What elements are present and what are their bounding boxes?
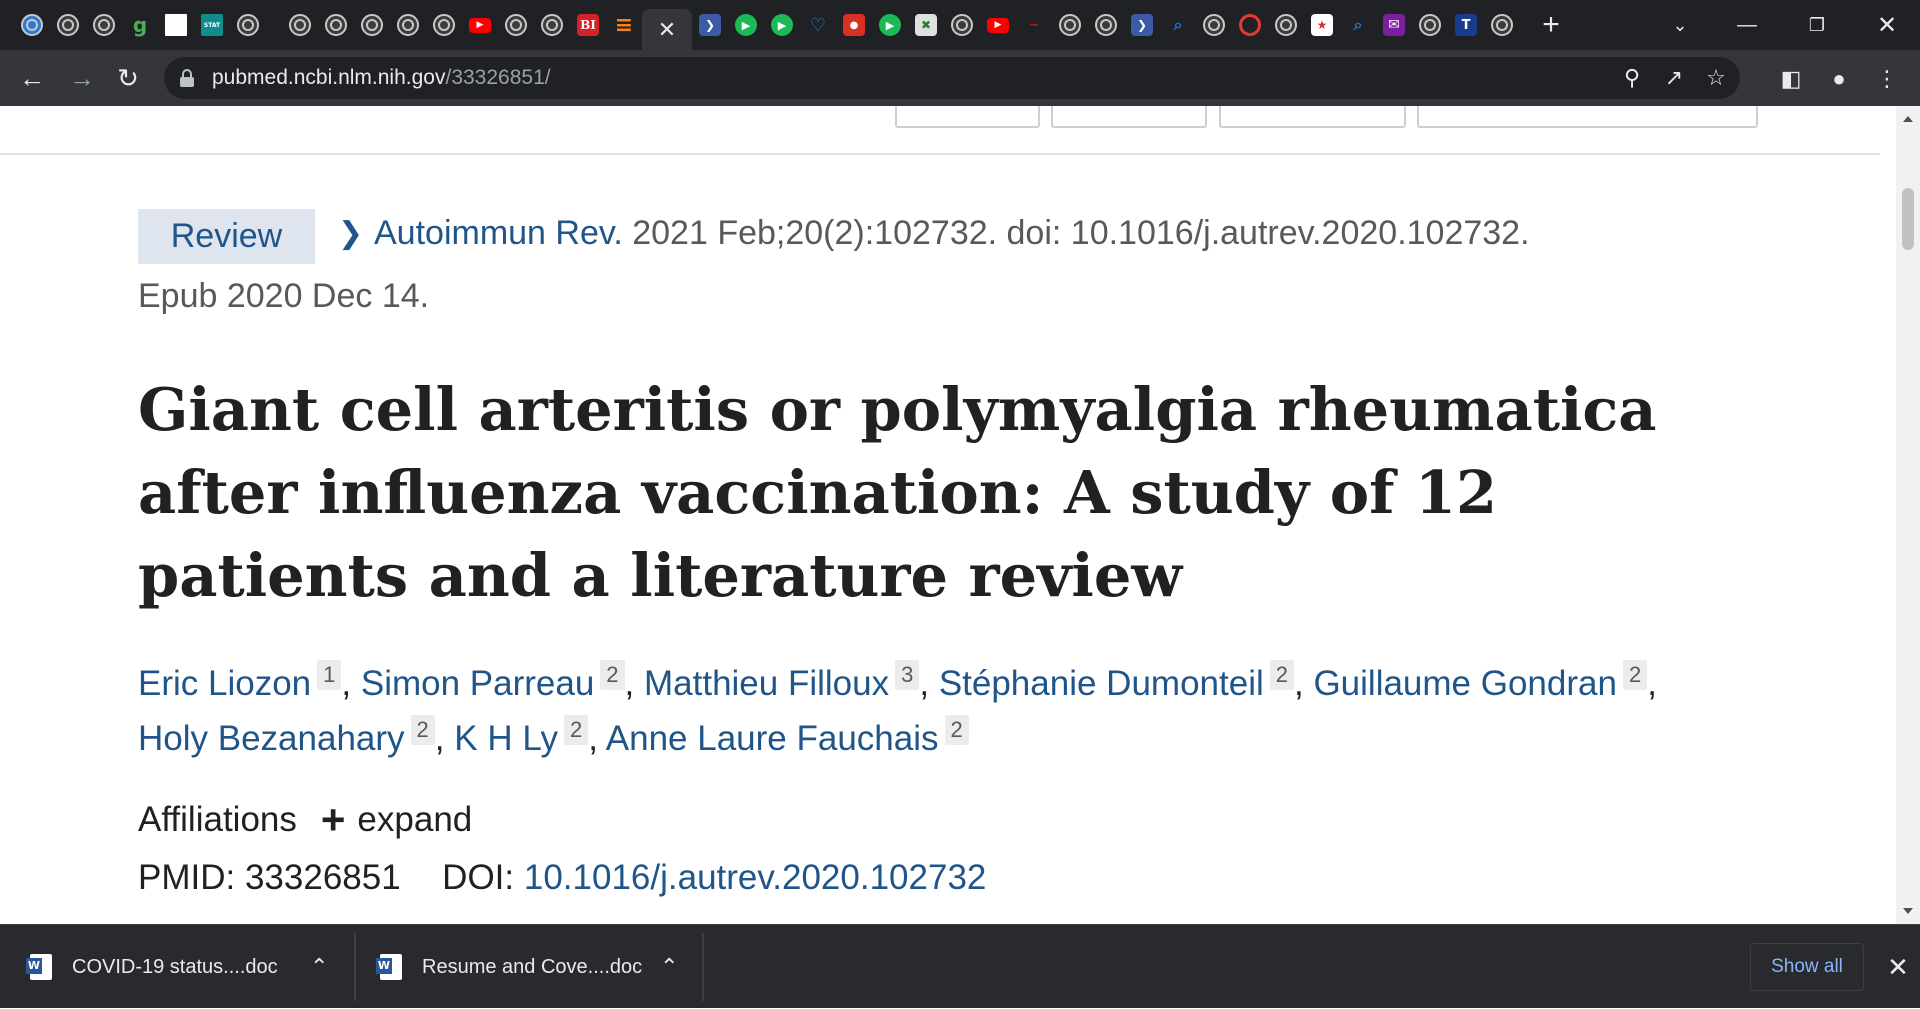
play-circle-icon: ▶ <box>879 14 901 36</box>
browser-tab[interactable] <box>908 9 944 41</box>
browser-tab[interactable] <box>570 9 606 41</box>
pmid-value: 33326851 <box>244 858 401 897</box>
browser-tab[interactable] <box>1196 9 1232 41</box>
url-domain: pubmed.ncbi.nlm.nih.gov <box>212 66 446 89</box>
browser-tab[interactable] <box>1412 9 1448 41</box>
plus-icon: + <box>320 796 346 843</box>
bookmark-star-icon[interactable]: ☆ <box>1706 65 1726 90</box>
arrow-tag-icon: ❯ <box>699 14 721 36</box>
affiliation-number[interactable]: 2 <box>945 715 969 745</box>
browser-toolbar <box>0 50 1920 106</box>
globe-icon <box>1275 14 1297 36</box>
globe-icon <box>1491 14 1513 36</box>
browser-tab[interactable] <box>1052 9 1088 41</box>
citation-details: 2021 Feb;20(2):102732. doi: 10.1016/j.autrev.2020.102732. <box>622 214 1530 252</box>
browser-tab[interactable] <box>980 9 1016 41</box>
action-button[interactable] <box>1219 106 1406 128</box>
browser-tab[interactable] <box>606 9 642 41</box>
browser-tab[interactable] <box>1448 9 1484 41</box>
globe-icon <box>325 14 347 36</box>
author-link[interactable]: Matthieu Filloux <box>644 664 890 703</box>
browser-tab[interactable] <box>800 9 836 41</box>
side-panel-icon[interactable]: ◧ <box>1780 66 1802 91</box>
browser-tab[interactable] <box>1232 9 1268 41</box>
new-tab-button[interactable]: + <box>1542 8 1560 41</box>
browser-tab[interactable] <box>764 9 800 41</box>
stat-logo-icon: STAT <box>201 14 223 36</box>
arrow-tag-icon: ❯ <box>1131 14 1153 36</box>
close-download-shelf-icon[interactable]: ✕ <box>1887 951 1909 982</box>
browser-tab[interactable] <box>944 9 980 41</box>
globe-icon <box>397 14 419 36</box>
heart-outline-icon: ♡ <box>809 14 827 36</box>
browser-tab[interactable] <box>534 9 570 41</box>
close-tab-icon[interactable]: ✕ <box>657 16 677 42</box>
scroll-up-arrow-icon[interactable] <box>1903 116 1913 122</box>
download-item[interactable] <box>380 925 690 1009</box>
page-scrollbar[interactable] <box>1896 106 1920 924</box>
action-button[interactable] <box>895 106 1040 128</box>
c-logo-icon <box>1239 14 1261 36</box>
browser-tab[interactable] <box>692 9 728 41</box>
globe-icon <box>289 14 311 36</box>
browser-tab[interactable] <box>426 9 462 41</box>
display-options-select[interactable] <box>1417 106 1758 128</box>
page-viewport <box>0 106 1920 924</box>
url-path: /33326851/ <box>445 66 551 89</box>
doi-label: DOI: <box>442 858 515 897</box>
affiliation-number[interactable]: 2 <box>1623 660 1647 690</box>
stack-icon: ≡ <box>614 12 634 38</box>
browser-tab[interactable] <box>230 9 266 41</box>
globe-icon <box>237 14 259 36</box>
share-icon[interactable]: ↗ <box>1664 65 1684 90</box>
download-item[interactable] <box>30 925 340 1009</box>
word-document-icon <box>30 954 52 980</box>
browser-tab[interactable] <box>642 9 692 50</box>
browser-tab[interactable] <box>1484 9 1520 41</box>
globe-icon <box>951 14 973 36</box>
scroll-down-arrow-icon[interactable] <box>1903 908 1913 914</box>
browser-tab[interactable] <box>86 9 122 41</box>
affiliations-label: Affiliations <box>138 800 297 839</box>
browser-tab[interactable] <box>728 9 764 41</box>
globe-icon <box>433 14 455 36</box>
browser-tab[interactable] <box>50 9 86 41</box>
close-window-button[interactable]: ✕ <box>1876 11 1898 39</box>
affiliation-number[interactable]: 2 <box>1270 660 1294 690</box>
podcast-icon: ● <box>843 14 865 36</box>
globe-icon <box>1059 14 1081 36</box>
url-text[interactable] <box>212 66 551 90</box>
youtube-icon: ▶ <box>987 18 1009 33</box>
affiliation-number[interactable]: 2 <box>564 715 588 745</box>
search-icon: ⌕ <box>1173 15 1183 34</box>
flag-star-icon: ★ <box>1311 14 1333 36</box>
author-link[interactable]: Anne Laure Fauchais <box>605 719 939 758</box>
blank-page-icon <box>165 14 187 36</box>
article-title: Giant cell arteritis or polymyalgia rheumatica after influenza vaccination: A study of 12 patients and a literature review <box>138 375 1657 610</box>
browser-tab[interactable] <box>158 9 194 41</box>
header-divider <box>0 153 1880 155</box>
envelope-icon: ✉ <box>1383 14 1405 36</box>
globe-icon <box>1419 14 1441 36</box>
browser-tab[interactable] <box>354 9 390 41</box>
puzzle-icon: ✖ <box>915 14 937 36</box>
browser-tab[interactable] <box>836 9 872 41</box>
tab-strip <box>0 0 1920 50</box>
address-bar[interactable] <box>164 57 1740 99</box>
bird-icon: ~ <box>1028 17 1040 33</box>
globe-icon <box>57 14 79 36</box>
show-all-downloads-button[interactable]: Show all <box>1750 943 1864 991</box>
doi-link[interactable]: 10.1016/j.autrev.2020.102732 <box>523 858 987 897</box>
author-link[interactable]: Guillaume Gondran <box>1313 664 1617 703</box>
download-filename: Resume and Cove....doc <box>422 955 643 978</box>
browser-tab[interactable] <box>1340 9 1376 41</box>
globe-icon <box>361 14 383 36</box>
browser-tab[interactable] <box>462 9 498 41</box>
author-link[interactable]: Eric Liozon <box>138 664 312 703</box>
scrollbar-thumb[interactable] <box>1902 188 1914 250</box>
browser-tab[interactable] <box>1124 9 1160 41</box>
browser-tab[interactable] <box>1268 9 1304 41</box>
globe-icon <box>1203 14 1225 36</box>
chevron-right-icon[interactable]: ❯ <box>338 217 364 250</box>
back-button[interactable]: ← <box>19 62 45 93</box>
globe-icon <box>505 14 527 36</box>
play-circle-icon: ▶ <box>771 14 793 36</box>
tab-search-chevron-icon[interactable]: ⌄ <box>1672 14 1688 35</box>
download-divider <box>354 933 356 1001</box>
epub-date: Epub 2020 Dec 14. <box>138 277 430 315</box>
profile-avatar-icon[interactable]: ● <box>1832 66 1846 91</box>
search-icon: ⌕ <box>1353 15 1363 34</box>
article-citation <box>374 214 1530 253</box>
affiliation-number[interactable]: 3 <box>895 660 919 690</box>
chevron-up-icon[interactable]: ⌃ <box>310 954 329 979</box>
action-button[interactable] <box>1051 106 1207 128</box>
publication-type-badge[interactable]: Review <box>138 209 315 264</box>
business-insider-icon: BI <box>577 14 599 36</box>
author-link[interactable]: Stéphanie Dumonteil <box>938 664 1264 703</box>
g-logo-icon: g <box>132 13 148 37</box>
browser-tab[interactable] <box>194 9 230 41</box>
author-link[interactable]: Simon Parreau <box>360 664 595 703</box>
browser-tab[interactable] <box>282 9 318 41</box>
author-link[interactable]: Holy Bezanahary <box>138 719 405 758</box>
word-document-icon <box>380 954 402 980</box>
zoom-icon[interactable]: ⚲ <box>1623 65 1641 90</box>
affiliation-number[interactable]: 2 <box>600 660 624 690</box>
globe-icon <box>541 14 563 36</box>
download-divider <box>702 933 704 1001</box>
affiliations-row <box>138 796 472 844</box>
play-circle-icon: ▶ <box>735 14 757 36</box>
browser-tab[interactable] <box>1160 9 1196 41</box>
download-filename: COVID-19 status....doc <box>72 955 278 978</box>
tab-group-spacer <box>266 9 282 41</box>
globe-icon <box>93 14 115 36</box>
browser-tab[interactable] <box>1376 9 1412 41</box>
restore-button[interactable]: ❐ <box>1808 14 1826 35</box>
youtube-icon: ▶ <box>469 18 491 33</box>
minimize-button[interactable]: — <box>1737 13 1757 36</box>
browser-tab[interactable] <box>498 9 534 41</box>
browser-tab[interactable] <box>1304 9 1340 41</box>
authors-list: Eric Liozon 1 , Simon Parreau 2 , Matthieu Filloux 3 , Stéphanie Dumonteil 2 , Guillaume Gondran 2 , Holy Bezanahary 2 , K H Ly 2 , Anne Laure Fauchais 2 <box>138 662 1657 758</box>
browser-tab[interactable] <box>318 9 354 41</box>
download-shelf <box>0 924 1920 1008</box>
t-logo-icon: T <box>1455 14 1477 36</box>
browser-tab[interactable] <box>390 9 426 41</box>
affiliation-number[interactable]: 2 <box>411 715 435 745</box>
forward-button[interactable]: → <box>69 62 95 93</box>
article-identifiers <box>138 858 986 898</box>
affiliation-number[interactable]: 1 <box>317 660 341 690</box>
affiliations-expand-button[interactable] <box>321 796 472 844</box>
browser-tab[interactable] <box>872 9 908 41</box>
author-link[interactable]: K H Ly <box>454 719 558 758</box>
browser-tab[interactable] <box>122 9 158 41</box>
browser-tab[interactable] <box>1088 9 1124 41</box>
reload-button[interactable]: ↻ <box>117 62 139 93</box>
globe-earth-icon <box>21 14 43 36</box>
journal-link[interactable]: Autoimmun Rev. <box>374 214 623 252</box>
chevron-up-icon[interactable]: ⌃ <box>660 954 679 979</box>
expand-label: expand <box>357 800 473 839</box>
browser-tab[interactable] <box>14 9 50 41</box>
pmid-label: PMID: <box>138 858 236 897</box>
globe-icon <box>1095 14 1117 36</box>
tab-list <box>14 9 1520 41</box>
lock-icon[interactable] <box>180 69 194 87</box>
browser-tab[interactable] <box>1016 9 1052 41</box>
browser-menu-icon[interactable]: ⋮ <box>1876 66 1898 91</box>
